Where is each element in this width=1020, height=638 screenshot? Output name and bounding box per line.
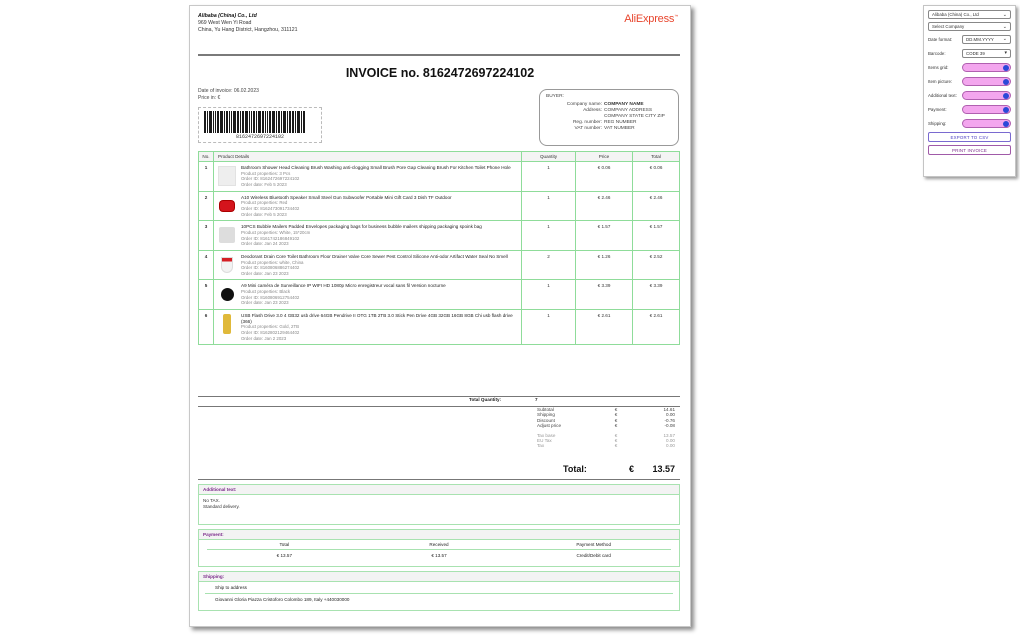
- payment-received: € 13.57: [431, 552, 447, 558]
- row-no: 2: [199, 191, 214, 221]
- payment-section: Payment: Total Received Payment Method € 13.57 € 13.57 Credit/Debit card: [198, 529, 680, 567]
- col-quantity: Quantity: [522, 152, 576, 162]
- quantity: 1: [522, 221, 576, 251]
- divider: [198, 479, 680, 480]
- payment-total: € 13.57: [276, 552, 292, 558]
- items-table: [198, 151, 680, 345]
- product-image: [217, 283, 237, 305]
- seller-info: [198, 13, 298, 34]
- line-total: € 2.52: [633, 250, 680, 280]
- company-select[interactable]: Select Company ⌄: [928, 22, 1011, 31]
- buyer-company: COMPANY NAME: [604, 102, 644, 107]
- price-currency: Price in: €: [198, 94, 221, 101]
- toggle-switch[interactable]: [962, 91, 1011, 100]
- barcode-number: 8162472697224102: [235, 134, 284, 140]
- quantity: 1: [522, 162, 576, 192]
- toggle-knob: [1003, 107, 1009, 113]
- product-details: A10 Wireless Bluetooth Speaker Small Steel Gun Subwoofer Portable Mini Gift Card 3 Dish TF Outdoor Product properties: Red Order ID: 8162473091734402 Order date: Feb 5 2023: [214, 191, 522, 221]
- barcode-bars: [204, 111, 316, 133]
- summary-line: Adjust price € -0.08: [537, 423, 675, 429]
- chevron-down-icon: ⌄: [1002, 11, 1007, 18]
- summary-line: Subtotal € 14.61: [537, 407, 675, 412]
- product-title: A9 Mini caméra de Surveillance IP WIFI HD 1080p Micro enregistreur vocal sans fil Version nocturne: [241, 283, 446, 289]
- quantity: 1: [522, 280, 576, 310]
- buyer-reg: REG NUMBER: [604, 120, 637, 125]
- invoice-date: Date of invoice: 06.02.2023: [198, 88, 259, 94]
- table-row: [199, 250, 680, 280]
- summary-line: Shipping € 0.00: [537, 412, 675, 418]
- export-csv-button[interactable]: EXPORT TO CSV: [928, 132, 1011, 142]
- line-total: € 2.46: [633, 191, 680, 221]
- aliexpress-logo: AliExpress™: [624, 13, 678, 25]
- buyer-address-2: COMPANY STATE CITY ZIP: [604, 114, 665, 119]
- price: € 3.39: [576, 280, 633, 310]
- line-total: € 1.57: [633, 221, 680, 251]
- price: € 0.06: [576, 162, 633, 192]
- price: € 1.26: [576, 250, 633, 280]
- summary-lines: [537, 407, 675, 449]
- product-details: Deodorant Drain Core Toilet Bathroom Floor Drainer Valve Core Sewer Pest Control Silicone Anti-odor Artifact Water Seal No Smell Product properties: white, China Order ID: 8160806886274402 Order date: Jan 23 2023: [214, 250, 522, 280]
- table-row: [199, 309, 680, 344]
- product-image: [217, 224, 237, 246]
- date-format-select[interactable]: DD.MM.YYYY ⌄: [962, 35, 1011, 44]
- product-image: [217, 195, 237, 217]
- divider: [198, 396, 680, 397]
- line-total: € 2.61: [633, 309, 680, 344]
- barcode-select[interactable]: CODE 39 ▾: [962, 49, 1011, 58]
- toggle-switch[interactable]: [962, 77, 1011, 86]
- buyer-vat: VAT NUMBER: [604, 126, 635, 131]
- barcode: [198, 107, 322, 143]
- toggle-knob: [1003, 121, 1009, 127]
- seller-address-1: 969 West Wen Yi Road: [198, 20, 252, 26]
- summary-line: EU Tax € 0.00: [537, 438, 675, 444]
- row-no: 6: [199, 309, 214, 344]
- price: € 1.57: [576, 221, 633, 251]
- grand-total: Total: € 13.57: [563, 464, 675, 474]
- seller-name: Alibaba (China) Co., Ltd: [198, 13, 257, 19]
- chevron-down-icon: ⌄: [1002, 23, 1007, 30]
- price: € 2.46: [576, 191, 633, 221]
- col-price: Price: [576, 152, 633, 162]
- grand-total-value: 13.57: [652, 464, 675, 474]
- seller-select[interactable]: Alibaba (China) Co., Ltd ⌄: [928, 10, 1011, 19]
- table-row: [199, 191, 680, 221]
- col-no: No.: [199, 152, 214, 162]
- invoice-title: INVOICE no. 8162472697224102: [345, 66, 535, 80]
- invoice-page: [189, 5, 691, 627]
- row-no: 4: [199, 250, 214, 280]
- product-details: USB Flash Drive 3.0 4 GB32 usb drive 64GB Pendrive II OTG 1TB 2TB 3.0 Stick Pen Drive 4GB 32GB 16GB 8GB Chi usb flash drive (366) Product properties: Gold, 2TB Order ID: 8162802129464402 Order date: Jan 2 2023: [214, 309, 522, 344]
- settings-panel: Alibaba (China) Co., Ltd ⌄ Select Company ⌄ Date format: DD.MM.YYYY ⌄ Barcode: CODE 39 ▾ Items grid: Item picture: Additional text: Payment: Shipping: EXPORT TO CSV PRINT INVOICE: [923, 5, 1016, 177]
- price: € 2.61: [576, 309, 633, 344]
- row-no: 1: [199, 162, 214, 192]
- table-row: [199, 162, 680, 192]
- product-title: 10PCS Bubble Mailers Padded Envelopes packaging bags for business bubble mailers shipping packaging spoink bag: [241, 224, 482, 230]
- toggle-knob: [1003, 65, 1009, 71]
- print-invoice-button[interactable]: PRINT INVOICE: [928, 145, 1011, 155]
- product-image: [217, 313, 237, 335]
- product-details: A9 Mini caméra de Surveillance IP WIFI HD 1080p Micro enregistreur vocal sans fil Version nocturne Product properties: Black Order ID: 8160806912754402 Order date: Jan 23 2023: [214, 280, 522, 310]
- toggle-switch[interactable]: [962, 105, 1011, 114]
- product-title: Deodorant Drain Core Toilet Bathroom Floor Drainer Valve Core Sewer Pest Control Silicone Anti-odor Artifact Water Seal No Smell: [241, 253, 508, 259]
- col-details: Product Details: [214, 152, 522, 162]
- shipping-section: Shipping: Ship to address Giovanni Gloria Piazza Cristoforo Colombo 189, Italy +440030000: [198, 571, 680, 611]
- buyer-box: BUYER: Company name: COMPANY NAME Address: COMPANY ADDRESS COMPANY STATE CITY ZIP Reg. number: REG NUMBER VAT number: VAT NUMBER: [539, 89, 679, 146]
- table-row: [199, 280, 680, 310]
- buyer-address-1: COMPANY ADDRESS: [604, 108, 653, 113]
- line-total: € 0.06: [633, 162, 680, 192]
- caret-down-icon: ▾: [1004, 50, 1007, 56]
- product-details: Bathroom Shower Head Cleaning Brush Washing anti-clogging Small Brush Pore Gap Cleaning Brush For Kitchen Toilet Phone Hole Product properties: 3 Pcs Order ID: 8162472697224102 Order date: Feb 5 2023: [214, 162, 522, 192]
- seller-address-2: China, Yu Hang District, Hangzhou, 311121: [198, 27, 298, 33]
- table-row: [199, 221, 680, 251]
- product-image: [217, 254, 237, 276]
- product-details: 10PCS Bubble Mailers Padded Envelopes packaging bags for business bubble mailers shipping packaging spoink bag Product properties: White, 15*20cm Order ID: 8161742186849102 Order date: Jan 24 2023: [214, 221, 522, 251]
- toggle-knob: [1003, 79, 1009, 85]
- additional-text-section: Additional text: No TAX. Standard delivery.: [198, 484, 680, 525]
- summary-line: Tax € 0.00: [537, 443, 675, 449]
- quantity: 2: [522, 250, 576, 280]
- summary-line: Discount € -0.76: [537, 417, 675, 423]
- col-total: Total: [633, 152, 680, 162]
- chevron-down-icon: ⌄: [1002, 36, 1007, 42]
- summary-line: Tax base € 13.57: [537, 432, 675, 438]
- product-title: Bathroom Shower Head Cleaning Brush Washing anti-clogging Small Brush Pore Gap Cleaning Brush For Kitchen Toilet Phone Hole: [241, 165, 511, 170]
- row-no: 3: [199, 221, 214, 251]
- product-title: A10 Wireless Bluetooth Speaker Small Steel Gun Subwoofer Portable Mini Gift Card 3 Dish TF Outdoor: [241, 194, 452, 200]
- quantity: 1: [522, 309, 576, 344]
- invoice-meta: [198, 88, 259, 101]
- ship-address: Giovanni Gloria Piazza Cristoforo Colombo 189, Italy +440030000: [215, 597, 350, 602]
- toggle-switch[interactable]: [962, 63, 1011, 72]
- product-title: USB Flash Drive 3.0 4 GB32 usb drive 64GB Pendrive II OTG 1TB 2TB 3.0 Stick Pen Drive 4GB 32GB 16GB 8GB Chi usb flash drive (366): [241, 312, 513, 324]
- total-quantity-label: Total Quantity:: [469, 397, 502, 402]
- line-total: € 3.39: [633, 280, 680, 310]
- quantity: 1: [522, 191, 576, 221]
- payment-method: Credit/Debit card: [576, 552, 611, 558]
- product-image: [217, 165, 237, 187]
- divider: [198, 54, 680, 56]
- row-no: 5: [199, 280, 214, 310]
- total-quantity-value: 7: [535, 397, 538, 402]
- toggle-knob: [1003, 93, 1009, 99]
- toggle-switch[interactable]: [962, 119, 1011, 128]
